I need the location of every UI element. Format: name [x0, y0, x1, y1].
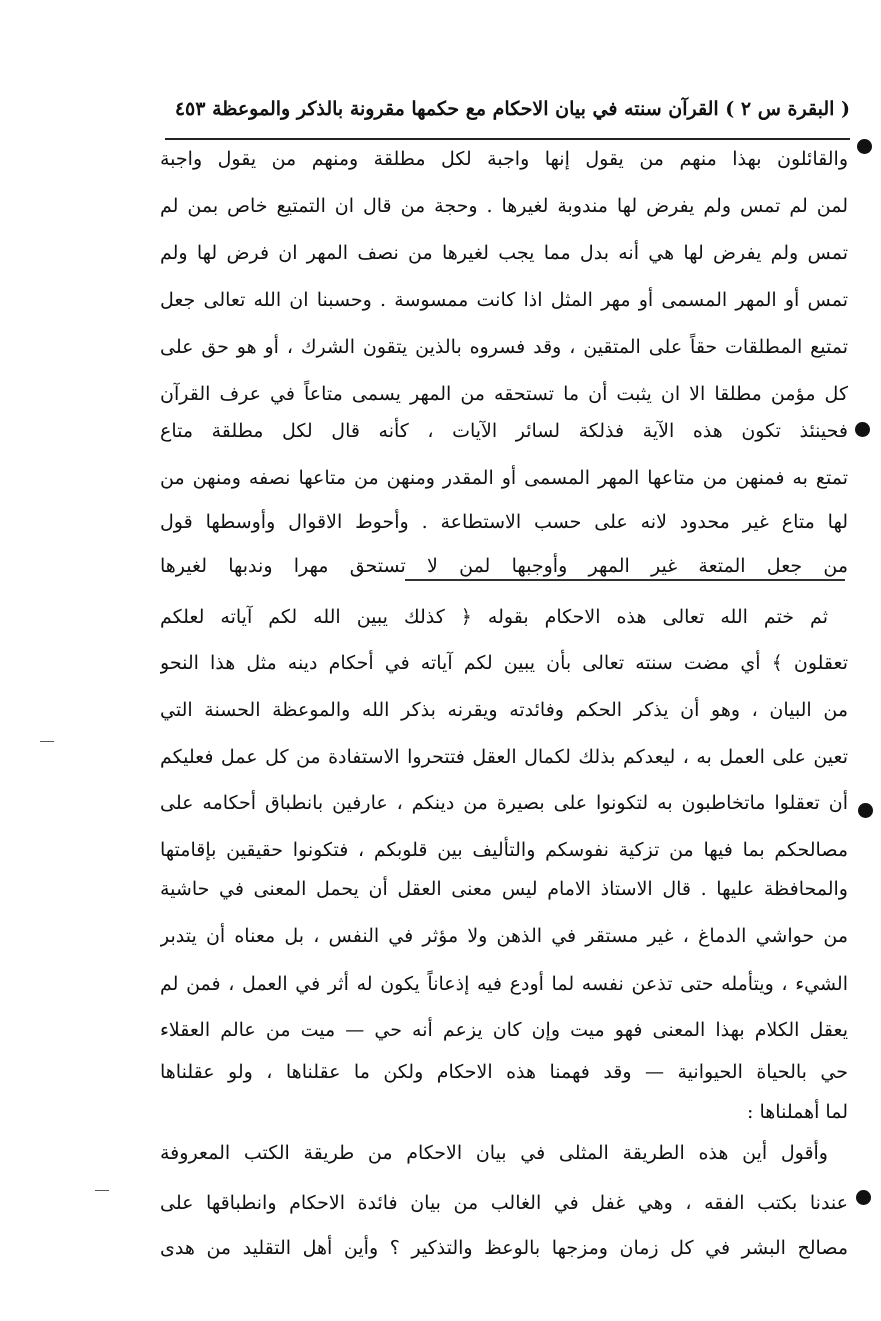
text-line: أن تعقلوا ماتخاطبون به لتكونوا على بصيرة من دينكم ، عارفين بانطباق أحكامه على — [160, 792, 848, 814]
text-line: فحينئذ تكون هذه الآية فذلكة لسائر الآيات ، كأنه قال لكل مطلقة متاع — [160, 420, 848, 442]
text-line: من حواشي الدماغ ، غير مستقر في الذهن ولا مؤثر في النفس ، بل معناه أن يتدبر — [160, 925, 848, 947]
text-line: تمس ولم يفرض لها هي أنه بدل مما يجب لغيرها من نصف المهر ان فرض لها ولم — [160, 242, 848, 264]
section-rule — [405, 579, 845, 581]
text-line: ثم ختم الله تعالى هذه الاحكام بقوله ﴿ كذلك يبين الله لكم آياته لعلكم — [160, 606, 828, 628]
text-line: والقائلون بهذا منهم من يقول إنها واجبة لكل مطلقة ومنهم من يقول واجبة — [160, 148, 848, 170]
text-line: من جعل المتعة غير المهر وأوجبها لمن لا تستحق مهرا وندبها لغيرها — [160, 555, 848, 577]
text-line: عندنا بكتب الفقه ، وهي غفل في الغالب من بيان فائدة الاحكام وانطباقها على — [160, 1192, 848, 1214]
text-line: تعقلون ﴾ أي مضت سنته تعالى بأن يبين لكم آياته في أحكام دينه مثل هذا النحو — [160, 652, 848, 674]
text-line: والمحافظة عليها . قال الاستاذ الامام ليس معنى العقل أن يحمل المعنى في حاشية — [160, 878, 848, 900]
text-line: تمتيع المطلقات حقاً على المتقين ، وقد فسروه بالذين يتقون الشرك ، أو هو حق على — [160, 336, 848, 358]
text-line: وأقول أين هذه الطريقة المثلى في بيان الاحكام من طريقة الكتب المعروفة — [160, 1142, 828, 1164]
margin-mark — [95, 1190, 109, 1191]
text-line: لما أهملناها : — [747, 1101, 848, 1123]
binding-hole — [855, 422, 870, 437]
text-line: تمتع به فمنهن من متاعها المهر المسمى أو المقدر ومنهن من متاعها نصفه ومنهن من — [160, 467, 848, 489]
text-line: يعقل الكلام بهذا المعنى فهو ميت وإن كان يزعم أنه حي — ميت من عالم العقلاء — [160, 1019, 848, 1041]
text-line: كل مؤمن مطلقا الا ان يثبت أن ما تستحقه من المهر يسمى متاعاً في عرف القرآن — [160, 383, 848, 405]
text-line: مصالح البشر في كل زمان ومزجها بالوعظ والتذكير ؟ وأين أهل التقليد من هدى — [160, 1237, 848, 1259]
text-line: من البيان ، وهو أن يذكر الحكم وفائدته ويقرنه بذكر الله والموعظة الحسنة التي — [160, 699, 848, 721]
binding-hole — [857, 139, 872, 154]
text-line: تمس أو المهر المسمى أو مهر المثل اذا كانت ممسوسة . وحسبنا ان الله تعالى جعل — [160, 289, 848, 311]
binding-hole — [858, 803, 873, 818]
running-header: ( البقرة س ٢ ) القرآن سنته في بيان الاحكام مع حكمها مقرونة بالذكر والموعظة ٤٥٣ — [174, 98, 850, 120]
margin-mark — [40, 741, 54, 742]
text-line: لها متاع غير محدود لانه على حسب الاستطاعة . وأحوط الاقوال وأوسطها قول — [160, 511, 848, 533]
binding-hole — [856, 1190, 871, 1205]
text-line: حي بالحياة الحيوانية — وقد فهمنا هذه الاحكام ولكن ما عقلناها ، ولو عقلناها — [160, 1061, 848, 1083]
text-line: مصالحكم بما فيها من تزكية نفوسكم والتأليف بين قلوبكم ، فتكونوا حقيقين بإقامتها — [160, 839, 848, 861]
text-line: تعين على العمل به ، ليعدكم بذلك لكمال العقل فتتحروا الاستفادة من كل عمل فعليكم — [160, 746, 848, 768]
text-line: لمن لم تمس ولم يفرض لها مندوبة لغيرها . وحجة من قال ان التمتيع خاص بمن لم — [160, 195, 848, 217]
text-line: الشيء ، ويتأمله حتى تذعن نفسه لما أودع فيه إذعاناً يكون له أثر في العمل ، فمن لم — [160, 973, 848, 995]
